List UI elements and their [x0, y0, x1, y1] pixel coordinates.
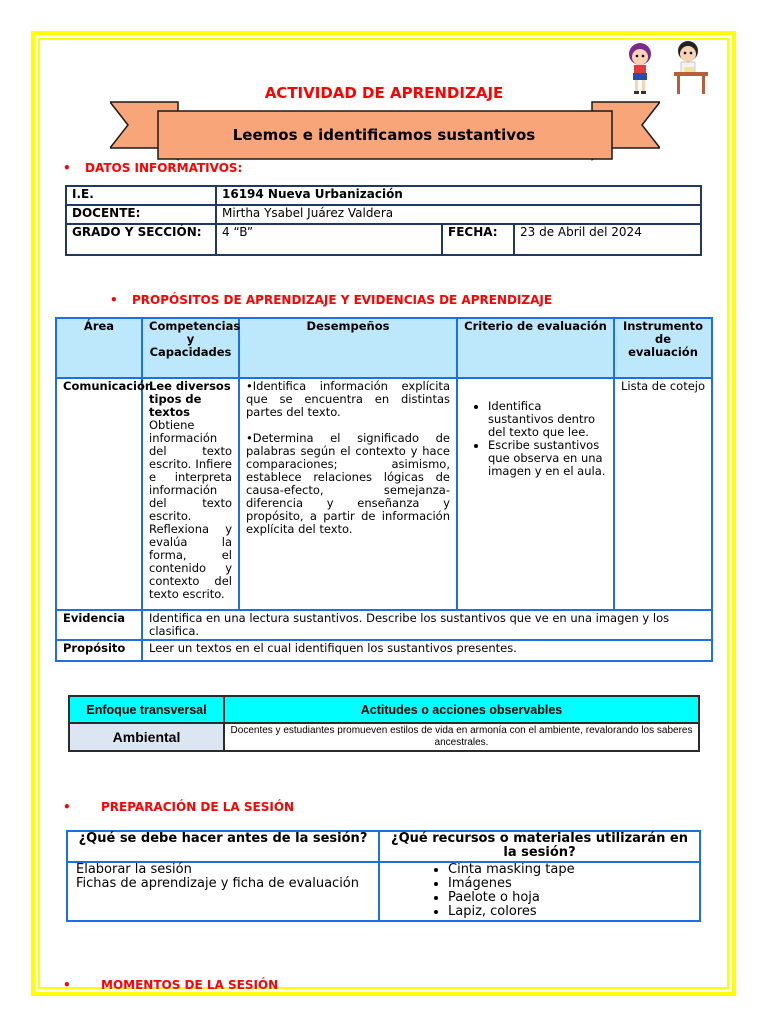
grado-value: 4 “B” [216, 224, 442, 255]
datos-informativos-table [65, 185, 702, 256]
boy-figure [674, 41, 708, 94]
propositos-table [55, 317, 713, 662]
desempeno-2: •Determina el significado de palabras según el contexto y hace comparaciones; asimismo, establece relaciones lógicas de causa-efecto, semejanza-diferencia y enseñanza y propósito, a partir de información explícita del texto. [246, 431, 450, 536]
antes-item: Fichas de aprendizaje y ficha de evaluación [76, 876, 360, 891]
girl-figure [629, 43, 651, 94]
enfoque-header: Enfoque transversal [69, 696, 224, 723]
enfoque-ambiental: Ambiental [69, 723, 224, 751]
grado-label: GRADO Y SECCIÓN: [66, 224, 216, 255]
instrumento-cell: Lista de cotejo [614, 378, 712, 610]
recursos-cell [379, 862, 700, 921]
recurso-item: • Imágenes [448, 877, 691, 891]
criterio-cell [457, 378, 614, 610]
antes-item: Elaborar la sesión [76, 862, 192, 877]
section-propositos-heading: • PROPÓSITOS DE APRENDIZAJE Y EVIDENCIAS DE APRENDIZAJE [110, 293, 553, 307]
evidencia-value: Identifica en una lectura sustantivos. Describe los sustantivos que ve en una imagen y los clasifica. [142, 610, 712, 640]
actitudes-header: Actitudes o acciones observables [224, 696, 699, 723]
enfoque-table [68, 695, 700, 752]
docente-label: DOCENTE: [66, 205, 216, 224]
antes-header: ¿Qué se debe hacer antes de la sesión? [67, 831, 379, 862]
page-title: ACTIVIDAD DE APRENDIZAJE [264, 84, 504, 102]
competencias-cell [142, 378, 239, 610]
section-preparacion-heading: • PREPARACIÓN DE LA SESIÓN [63, 800, 295, 814]
col-competencias-header: Competencias y Capacidades [142, 318, 239, 378]
kids-illustration [622, 38, 714, 100]
area-cell: Comunicación [56, 378, 142, 610]
section-datos-heading: • DATOS INFORMATIVOS: [63, 161, 243, 175]
ie-label: I.E. [66, 186, 216, 205]
recursos-header: ¿Qué recursos o materiales utilizarán en la sesión? [379, 831, 700, 862]
col-criterio-header: Criterio de evaluación [457, 318, 614, 378]
col-instrumento-header: Instrumento de evaluación [614, 318, 712, 378]
fecha-label: FECHA: [442, 224, 514, 255]
evidencia-label: Evidencia [56, 610, 142, 640]
section-momentos-heading: • MOMENTOS DE LA SESIÓN [63, 978, 279, 992]
desempenos-cell [239, 378, 457, 610]
proposito-value: Leer un textos en el cual identifiquen los sustantivos presentes. [142, 640, 712, 661]
ie-value: 16194 Nueva Urbanización [216, 186, 701, 205]
criterio-item: • Escribe sustantivos que observa en una imagen y en el aula. [488, 439, 607, 478]
preparacion-table [66, 830, 701, 922]
desempeno-1: •Identifica información explícita que se encuentra en distintas partes del texto. [246, 379, 450, 419]
col-desempenos-header: Desempeños [239, 318, 457, 378]
competencia-title: Lee diversos tipos de textos [149, 379, 231, 419]
antes-cell [67, 862, 379, 921]
fecha-value: 23 de Abril del 2024 [514, 224, 701, 255]
banner-title: Leemos e identificamos sustantivos [232, 126, 536, 144]
recurso-item: • Lapiz, colores [448, 905, 691, 919]
docente-value: Mirtha Ysabel Juárez Valdera [216, 205, 701, 224]
col-area-header: Área [56, 318, 142, 378]
capacidades-text: Obtiene información del texto escrito. Infiere e interpreta información del texto escrito. Reflexiona y evalúa la forma, el contenido y contexto del texto escrito. [149, 418, 232, 601]
actitud-text: Docentes y estudiantes promueven estilos de vida en armonía con el ambiente, revalorando los saberes ancestrales. [224, 723, 699, 751]
recurso-item: • Paelote o hoja [448, 891, 691, 905]
criterio-item: • Identifica sustantivos dentro del texto que lee. [488, 400, 607, 439]
proposito-label: Propósito [56, 640, 142, 661]
recurso-item: • Cinta masking tape [448, 863, 691, 877]
